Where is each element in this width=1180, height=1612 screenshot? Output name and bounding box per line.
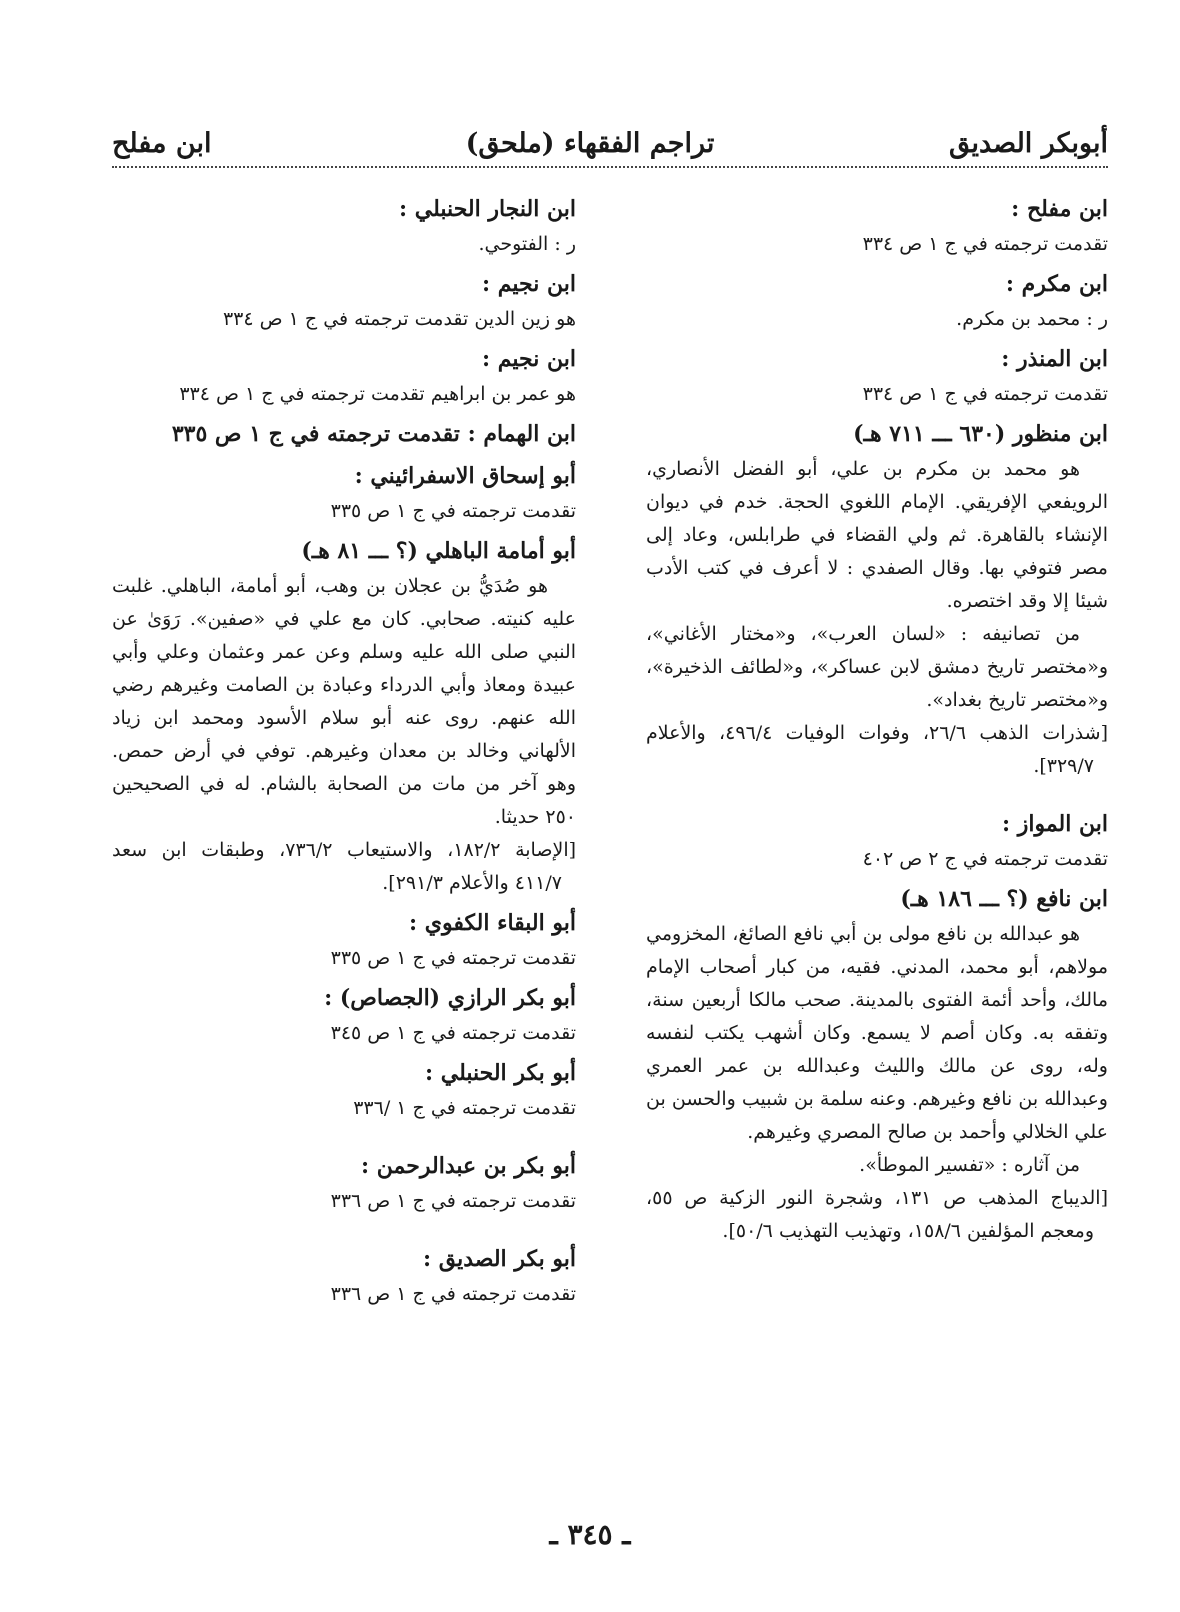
entry-text: تقدمت ترجمته في ج ١ ص ٣٣٤ xyxy=(862,233,1108,255)
entry xyxy=(646,265,1108,336)
entry xyxy=(112,415,576,453)
entry xyxy=(646,415,1108,783)
entry xyxy=(112,340,576,411)
entry xyxy=(112,457,576,528)
entry-text: من آثاره : «تفسير الموطأ». xyxy=(859,1154,1080,1176)
entry xyxy=(112,904,576,975)
entry xyxy=(646,805,1108,876)
entry-text: من تصانيفه : «لسان العرب»، و«مختار الأغاني»، و«مختصر تاريخ دمشق لابن عساكر»، و«لطائف الذخيرة»، و«مختصر تاريخ بغداد». xyxy=(646,623,1108,711)
entry-heading: ابن النجار الحنبلي : xyxy=(399,196,576,222)
header-right-title: أبوبكر الصديق xyxy=(948,128,1108,159)
entry-heading: أبو بكر بن عبدالرحمن : xyxy=(361,1153,576,1179)
entry-heading: ابن نافع (؟ ـــ ١٨٦ هـ) xyxy=(900,886,1108,912)
entry xyxy=(112,190,576,261)
entry-heading: أبو البقاء الكفوي : xyxy=(408,910,576,936)
entry-text: تقدمت ترجمته في ج ١ ص ٣٣٦ xyxy=(330,1190,576,1212)
entry-text: تقدمت ترجمته في ج ١ /٣٣٦ xyxy=(353,1097,576,1119)
entry-heading: أبو إسحاق الاسفرائيني : xyxy=(354,463,576,489)
entry-text: ر : محمد بن مكرم. xyxy=(956,308,1108,330)
page-number: ـ ٣٤٥ ـ xyxy=(549,1518,631,1551)
entry xyxy=(112,1240,576,1311)
entry-heading: ابن نجيم : xyxy=(481,271,576,297)
entry-heading: ابن المنذر : xyxy=(1001,346,1108,372)
entry xyxy=(112,979,576,1050)
entry xyxy=(112,1054,576,1125)
entry-heading: ابن منظور (٦٣٠ ـــ ٧١١ هـ) xyxy=(853,421,1108,447)
entry xyxy=(112,265,576,336)
entry-heading: أبو بكر الصديق : xyxy=(422,1246,576,1272)
entry-heading: ابن مفلح : xyxy=(1011,196,1108,222)
entry-text: تقدمت ترجمته في ج ١ ص ٣٣٤ xyxy=(862,383,1108,405)
entry-heading: ابن الهمام : تقدمت ترجمته في ج ١ ص ٣٣٥ xyxy=(171,421,576,447)
entry-text: هو عمر بن ابراهيم تقدمت ترجمته في ج ١ ص ٣٣٤ xyxy=(179,383,576,405)
entry-text: هو زين الدين تقدمت ترجمته في ج ١ ص ٣٣٤ xyxy=(222,308,576,330)
entry-text: هو عبدالله بن نافع مولى بن أبي نافع الصائغ، المخزومي مولاهم، أبو محمد، المدني. فقيه، من كبار أصحاب الإمام مالك، وأحد أئمة الفتوى بالمدينة. صحب مالكا أربعين سنة، وتفقه به. وكان أصم لا يسمع. وكان أشهب يكتب لنفسه وله، روى عن مالك والليث وعبدالله بن عمر العمري وعبدالله بن نافع وغيرهم. وعنه سلمة بن شبيب والحسن بن علي الخلالي وأحمد بن صالح المصري وغيرهم. xyxy=(646,923,1108,1143)
entry xyxy=(112,1147,576,1218)
entry-heading: ابن مكرم : xyxy=(1005,271,1108,297)
entry-text: تقدمت ترجمته في ج ١ ص ٣٣٥ xyxy=(330,500,576,522)
entry-text: هو محمد بن مكرم بن علي، أبو الفضل الأنصاري، الرويفعي الإفريقي. الإمام اللغوي الحجة. خدم في ديوان الإنشاء بالقاهرة. ثم ولي القضاء في طرابلس، وعاد إلى مصر فتوفي بها. وقال الصفدي : لا أعرف في كتب الأدب شيئا إلا وقد اختصره. xyxy=(646,458,1108,612)
entry-text: [شذرات الذهب ٢٦/٦، وفوات الوفيات ٤٩٦/٤، والأعلام ٣٢٩/٧]. xyxy=(646,722,1108,777)
right-column xyxy=(646,190,1108,1252)
entry-text: هو صُدَيُّ بن عجلان بن وهب، أبو أمامة، الباهلي. غلبت عليه كنيته. صحابي. كان مع علي في «صفين». رَوَىٰ عن النبي صلى الله عليه وسلم وعن عمر وعثمان وعلي وأبي عبيدة ومعاذ وأبي الدرداء وعبادة بن الصامت وغيرهم رضي الله عنهم. روى عنه أبو سلام الأسود ومحمد ابن زياد الألهاني وخالد بن معدان وغيرهم. توفي في أرض حمص. وهو آخر من مات من الصحابة بالشام. له في الصحيحين ٢٥٠ حديثا. xyxy=(112,575,577,828)
entry-text: تقدمت ترجمته في ج ١ ص ٣٣٦ xyxy=(330,1283,576,1305)
entry-text: تقدمت ترجمته في ج ١ ص ٣٣٥ xyxy=(330,947,576,969)
entry-text: [الإصابة ١٨٢/٢، والاستيعاب ٧٣٦/٢، وطبقات ابن سعد ٤١١/٧ والأعلام ٢٩١/٣]. xyxy=(112,839,577,894)
header-left-title: ابن مفلح xyxy=(112,128,212,159)
entry xyxy=(112,532,576,900)
left-column xyxy=(112,190,576,1315)
entry xyxy=(646,880,1108,1248)
entry-heading: ابن المواز : xyxy=(1001,811,1108,837)
entry-text: ر : الفتوحي. xyxy=(478,233,576,255)
header-dotted-rule xyxy=(112,166,1108,168)
entry-heading: أبو بكر الحنبلي : xyxy=(424,1060,576,1086)
entry-text: [الديباج المذهب ص ١٣١، وشجرة النور الزكية ص ٥٥، ومعجم المؤلفين ١٥٨/٦، وتهذيب التهذيب ٥٠/٦]. xyxy=(646,1187,1108,1242)
entry-heading: أبو بكر الرازي (الجصاص) : xyxy=(324,985,576,1011)
entry xyxy=(646,190,1108,261)
header-center-title: (ملحق) تراجم الفقهاء xyxy=(465,128,715,159)
entry-text: تقدمت ترجمته في ج ١ ص ٣٤٥ xyxy=(330,1022,576,1044)
entry xyxy=(646,340,1108,411)
entry-heading: أبو أمامة الباهلي (؟ ـــ ٨١ هـ) xyxy=(301,538,576,564)
entry-heading: ابن نجيم : xyxy=(481,346,576,372)
entry-text: تقدمت ترجمته في ج ٢ ص ٤٠٢ xyxy=(862,848,1108,870)
